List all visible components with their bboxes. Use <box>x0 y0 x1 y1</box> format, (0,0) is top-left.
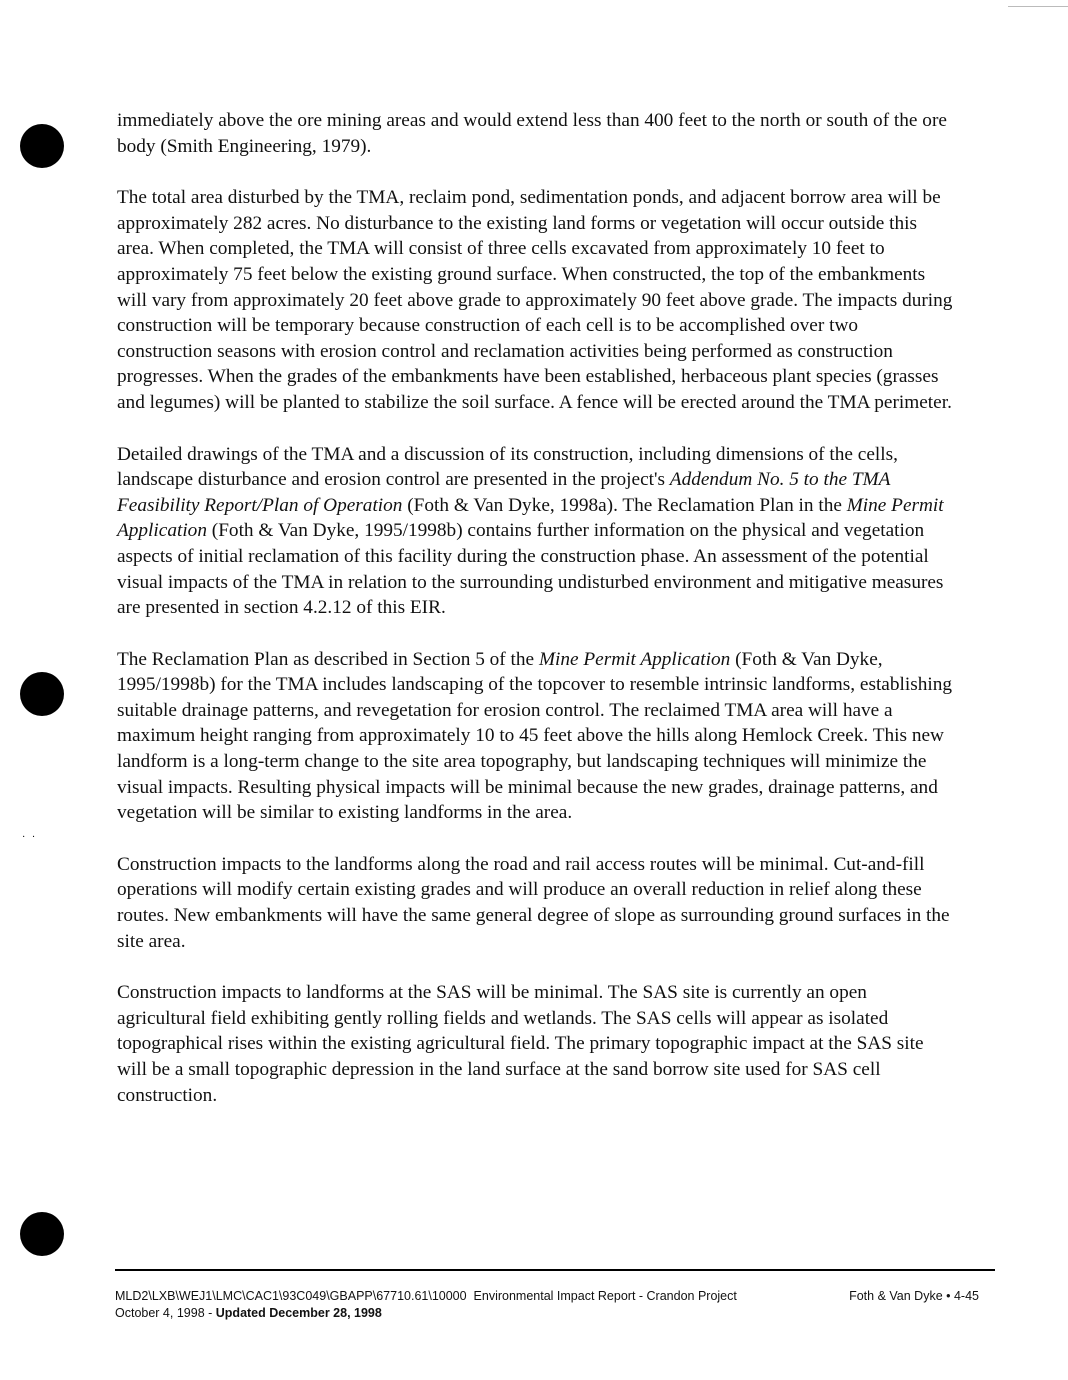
paragraph-text: (Foth & Van Dyke, 1995/1998b) for the TMA includes landscaping of the topcover to resemble intrinsic landforms, establishing suitable drainage patterns, and revegetation for erosion control. The reclaimed TMA area will have a maximum height ranging from approximately 10 to 45 feet above the hills along Hemlock Creek. This new landform is a long-term change to the site area topography, but landscaping techniques will minimize the visual impacts. Resulting physical impacts will be minimal because the new grades, drainage patterns, and vegetation will be similar to existing landforms in the area. <box>117 648 952 824</box>
footer-report-title: Environmental Impact Report - Crandon Project <box>473 1289 737 1303</box>
paragraph <box>117 647 957 826</box>
margin-specks: · · <box>22 832 38 843</box>
page-footer <box>115 1288 987 1322</box>
footer-doc-path: MLD2\LXB\WEJ1\LMC\CAC1\93C049\GBAPP\67710.61\10000 <box>115 1289 467 1303</box>
paragraph-text: (Foth & Van Dyke, 1995/1998b) contains further information on the physical and vegetation aspects of initial reclamation of this facility during the construction phase. An assessment of the potential visual impacts of the TMA in relation to the surrounding undisturbed environment and mitigative measures are presented in section 4.2.12 of this EIR. <box>117 520 944 619</box>
paragraph <box>117 108 957 159</box>
footer-date-original: October 4, 1998 - <box>115 1306 216 1320</box>
paragraph-italic-title: Mine Permit Application <box>538 648 731 670</box>
paragraph <box>117 852 957 954</box>
footer-line-2 <box>115 1305 987 1322</box>
footer-company-page: Foth & Van Dyke • 4-45 <box>849 1289 979 1303</box>
punch-hole-bottom <box>20 1212 64 1256</box>
paragraph-text: Construction impacts to the landforms along the road and rail access routes will be minimal. Cut-and-fill operations will modify certain existing grades and will produce an overall reduction in relief along these routes. New embankments will have the same general degree of slope as surrounding ground surfaces in the site area. <box>117 853 950 952</box>
paragraph-text: Detailed drawings of the TMA and a discussion of its construction, including dimensions of the cells, landscape disturbance and erosion control are presented in the project's <box>117 443 898 491</box>
footer-rule <box>115 1269 995 1271</box>
body-text <box>117 108 957 1134</box>
paragraph-text: The Reclamation Plan as described in Section 5 of the <box>117 648 539 670</box>
footer-line-1 <box>115 1288 987 1305</box>
paragraph-text: Construction impacts to landforms at the SAS will be minimal. The SAS site is currently an open agricultural field exhibiting gently rolling fields and wetlands. The SAS cells will appear as isolated topographical rises within the existing agricultural field. The primary topographic impact at the SAS site will be a small topographic depression in the land surface at the sand borrow site used for SAS cell construction. <box>117 982 924 1106</box>
footer-date-updated: Updated December 28, 1998 <box>215 1306 382 1320</box>
paragraph-text: immediately above the ore mining areas and would extend less than 400 feet to the north or south of the ore body (Smith Engineering, 1979). <box>117 110 947 157</box>
paragraph-italic-title: Addendum No. 5 to the TMA Feasibility Report/Plan of Operation <box>117 469 891 516</box>
punch-hole-top <box>20 124 64 168</box>
paragraph-text: The total area disturbed by the TMA, reclaim pond, sedimentation ponds, and adjacent borrow area will be approximately 282 acres. No disturbance to the existing land forms or vegetation will occur outside this area. When completed, the TMA will consist of three cells excavated from approximately 10 feet to approximately 75 feet below the existing ground surface. When constructed, the top of the embankments will vary from approximately 20 feet above grade to approximately 90 feet above grade. The impacts during construction will be temporary because construction of each cell is to be accomplished over two construction seasons with erosion control and reclamation activities being performed as construction progresses. When the grades of the embankments have been established, herbaceous plant species (grasses and legumes) will be planted to stabilize the soil surface. A fence will be erected around the TMA perimeter. <box>117 187 953 413</box>
paragraph <box>117 980 957 1108</box>
paragraph-text: (Foth & Van Dyke, 1998a). The Reclamation Plan in the <box>402 494 847 516</box>
paragraph-italic-title: Mine Permit Application <box>117 494 944 542</box>
footer-left-group <box>115 1288 737 1305</box>
footer-dates <box>115 1305 382 1322</box>
paragraph <box>117 185 957 415</box>
paragraph <box>117 442 957 621</box>
punch-hole-middle <box>20 672 64 716</box>
scan-edge-line <box>1008 6 1068 7</box>
